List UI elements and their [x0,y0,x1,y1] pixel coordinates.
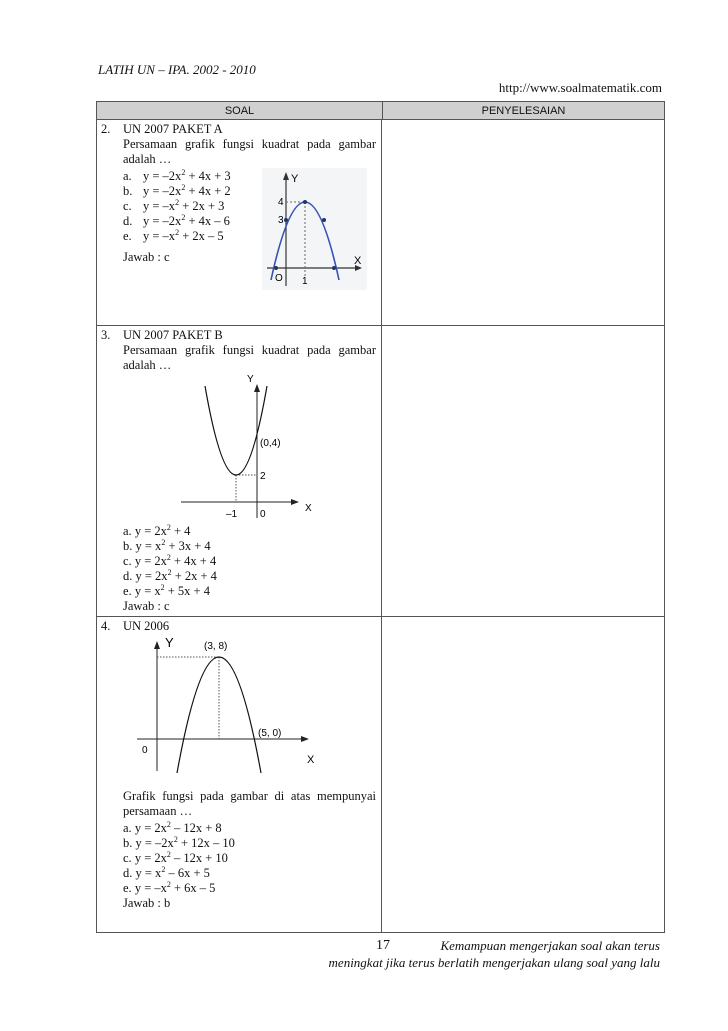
question-table [96,101,665,933]
parabola-graph-q4 [117,635,337,785]
point-label: (0,4) [260,438,281,449]
option-a: a. $y = 2x^2 - 12x + 8$ [123,819,222,835]
option-a: a. $y = -2x^2 + 4x + 3$ [123,167,231,183]
table-header [97,102,664,120]
question-number: 2. [101,122,111,136]
option-e: e. $y = -x^2 + 6x - 5$ [123,879,216,895]
footer-motto-line-2: meningkat jika terus berlatih mengerjakan ulang soal yang lalu [328,955,660,970]
footer-motto-line-1: Kemampuan mengerjakan soal akan terus [440,938,660,953]
question-3-cell [97,326,382,616]
parabola-graph-q3 [177,372,322,522]
y-tick-4: 4 [278,197,284,208]
option-e: e. $y = -x^2 + 2x - 5$ [123,227,224,243]
table-row-question-2 [97,120,664,326]
origin-label: 0 [142,745,148,756]
page-number: 17 [376,938,390,953]
column-header-soal: SOAL [97,102,383,119]
website-url: http://www.soalmatematik.com [498,80,662,95]
question-2-heading [101,122,223,137]
y-axis-label: Y [165,635,174,650]
root-label: (5, 0) [258,728,282,739]
question-source: UN 2007 PAKET B [123,328,223,342]
question-3-stem: Persamaan grafik fungsi kuadrat pada gambar adalah … [123,343,376,372]
x-axis-label: X [354,255,362,267]
answer: Jawab : c [123,599,170,613]
vertex-label: (3, 8) [204,641,228,652]
x-axis-label: X [305,503,312,514]
question-4-heading [101,619,169,634]
column-header-penyelesaian: PENYELESAIAN [481,104,566,117]
answer-space-2 [382,120,664,325]
parabola-graph-q2 [262,168,367,290]
option-d: d. $y = 2x^2 + 2x + 4$ [123,567,217,583]
option-d: d. $y = -2x^2 + 4x - 6$ [123,212,230,228]
y-axis-label: Y [291,173,299,185]
y-tick-3: 3 [278,215,284,226]
option-e: e. $y = x^2 + 5x + 4$ [123,582,210,598]
answer-space-4 [382,617,664,932]
question-4-stem: Grafik fungsi pada gambar di atas mempunyai persamaan … [123,789,376,818]
option-c: c. $y = -x^2 + 2x + 3$ [123,197,225,213]
y-tick-2: 2 [260,471,266,482]
question-number: 3. [101,328,111,342]
table-row-question-3 [97,326,664,617]
question-4-options [123,821,375,911]
y-axis-label: Y [247,374,254,385]
question-number: 4. [101,619,111,633]
option-c: c. $y = 2x^2 - 12x + 10$ [123,849,228,865]
x-axis-label: X [307,754,315,766]
question-source: UN 2007 PAKET A [123,122,223,136]
question-source: UN 2006 [123,619,170,633]
question-2-cell [97,120,382,325]
x-tick-1: 1 [302,276,308,287]
option-c: c. $y = 2x^2 + 4x + 4$ [123,552,217,568]
answer-space-3 [382,326,664,616]
origin-label: 0 [260,509,266,520]
table-row-question-4 [97,617,664,932]
option-b: b. $y = -2x^2 + 12x - 10$ [123,834,235,850]
question-2-stem: Persamaan grafik fungsi kuadrat pada gambar adalah … [123,137,376,166]
answer: Jawab : b [123,896,171,910]
option-b: b. $y = x^2 + 3x + 4$ [123,537,211,553]
option-a: a. $y = 2x^2 + 4$ [123,522,191,538]
option-d: d. $y = x^2 - 6x + 5$ [123,864,210,880]
question-3-options [123,524,375,614]
x-tick-neg1: –1 [226,509,238,520]
origin-label: O [275,273,283,284]
answer: Jawab : c [123,250,170,264]
option-b: b. $y = -2x^2 + 4x + 2$ [123,182,231,198]
document-title: LATIH UN – IPA. 2002 - 2010 [98,62,256,77]
question-2-options [123,169,263,265]
question-4-cell [97,617,382,932]
question-3-heading [101,328,223,343]
